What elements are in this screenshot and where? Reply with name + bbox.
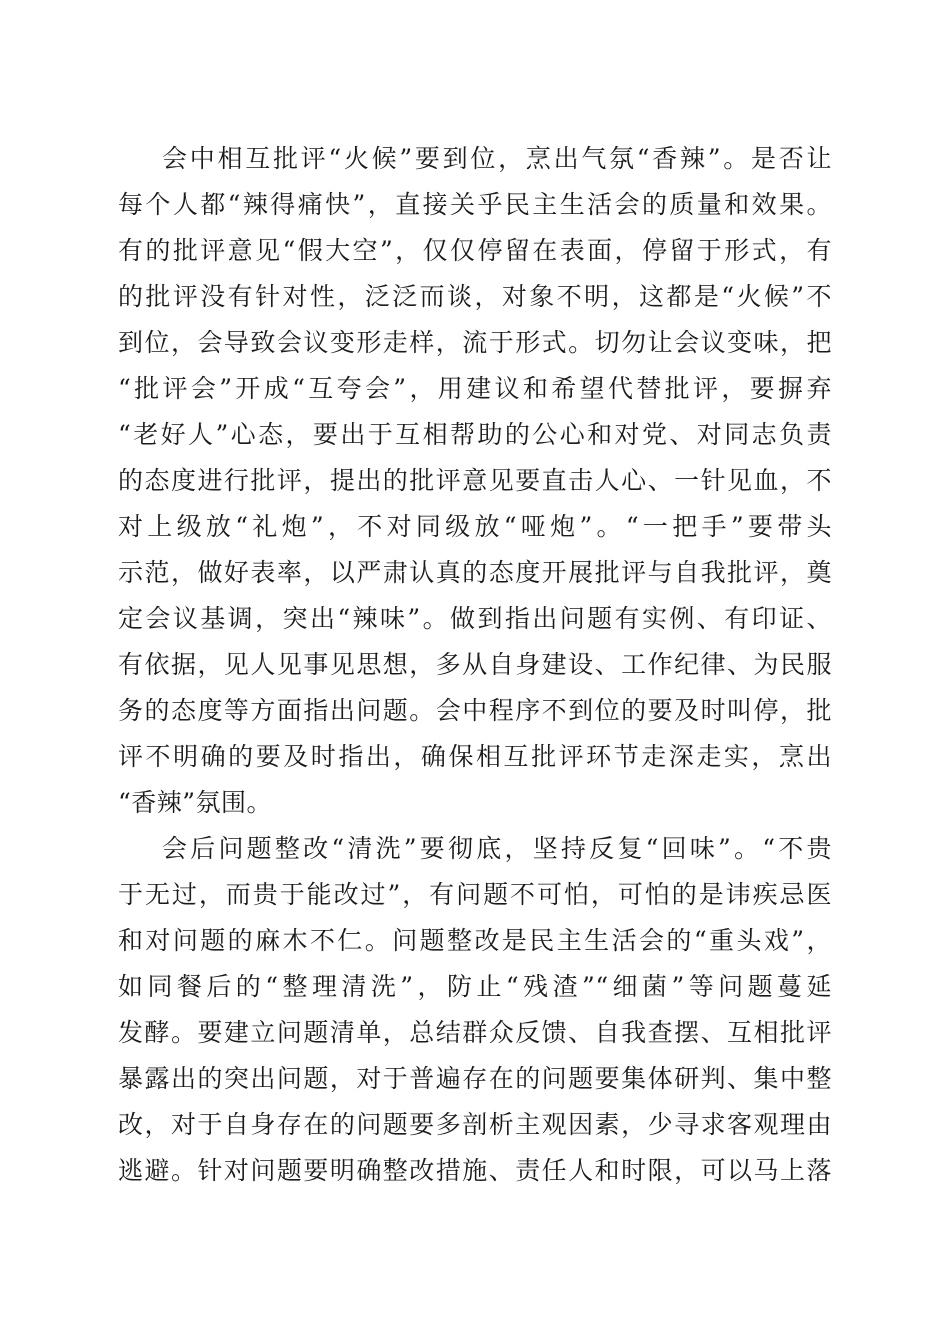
paragraph-2-line-7: 改，对于自身存在的问题要多剖析主观因素，少寻求客观理由	[118, 1110, 832, 1139]
paragraph-2-line-3: 和对问题的麻木不仁。问题整改是民主生活会的“重头戏”，	[118, 926, 832, 955]
paragraph-1-line-12: 有依据，见人见事见思想，多从自身建设、工作纪律、为民服	[118, 650, 832, 679]
paragraph-1-line-13: 务的态度等方面指出问题。会中程序不到位的要及时叫停，批	[118, 696, 832, 725]
paragraph-1-line-4: 的批评没有针对性，泛泛而谈，对象不明，这都是“火候”不	[118, 282, 832, 311]
paragraph-1-line-8: 的态度进行批评，提出的批评意见要直击人心、一针见血，不	[118, 466, 832, 495]
paragraph-1-line-14: 评不明确的要及时指出，确保相互批评环节走深走实，烹出	[118, 742, 832, 771]
paragraph-1-line-15: “香辣”氛围。	[118, 788, 273, 817]
paragraph-1-line-9: 对上级放“礼炮”，不对同级放“哑炮”。“一把手”要带头	[118, 512, 832, 541]
paragraph-2-line-2: 于无过，而贵于能改过”，有问题不可怕，可怕的是讳疾忌医	[118, 880, 832, 909]
paragraph-1-line-2: 每个人都“辣得痛快”，直接关乎民主生活会的质量和效果。	[118, 190, 832, 219]
paragraph-2-line-8: 逃避。针对问题要明确整改措施、责任人和时限，可以马上落	[118, 1156, 832, 1185]
paragraph-1-line-6: “批评会”开成“互夸会”，用建议和希望代替批评，要摒弃	[118, 374, 832, 403]
paragraph-1-line-10: 示范，做好表率，以严肃认真的态度开展批评与自我批评，奠	[118, 558, 832, 587]
paragraph-2-line-6: 暴露出的突出问题，对于普遍存在的问题要集体研判、集中整	[118, 1064, 832, 1093]
paragraph-2-line-4: 如同餐后的“整理清洗”，防止“残渣”“细菌”等问题蔓延	[118, 972, 832, 1001]
paragraph-1-line-11: 定会议基调，突出“辣味”。做到指出问题有实例、有印证、	[118, 604, 832, 633]
paragraph-1-line-5: 到位，会导致会议变形走样，流于形式。切勿让会议变味，把	[118, 328, 832, 357]
paragraph-1-line-1: 会中相互批评“火候”要到位，烹出气氛“香辣”。是否让	[162, 144, 832, 173]
paragraph-1-line-7: “老好人”心态，要出于互相帮助的公心和对党、对同志负责	[118, 420, 832, 449]
paragraph-1-line-3: 有的批评意见“假大空”，仅仅停留在表面，停留于形式，有	[118, 236, 832, 265]
paragraph-2-line-5: 发酵。要建立问题清单，总结群众反馈、自我查摆、互相批评	[118, 1018, 832, 1047]
paragraph-2-line-1: 会后问题整改“清洗”要彻底，坚持反复“回味”。“不贵	[162, 834, 832, 863]
